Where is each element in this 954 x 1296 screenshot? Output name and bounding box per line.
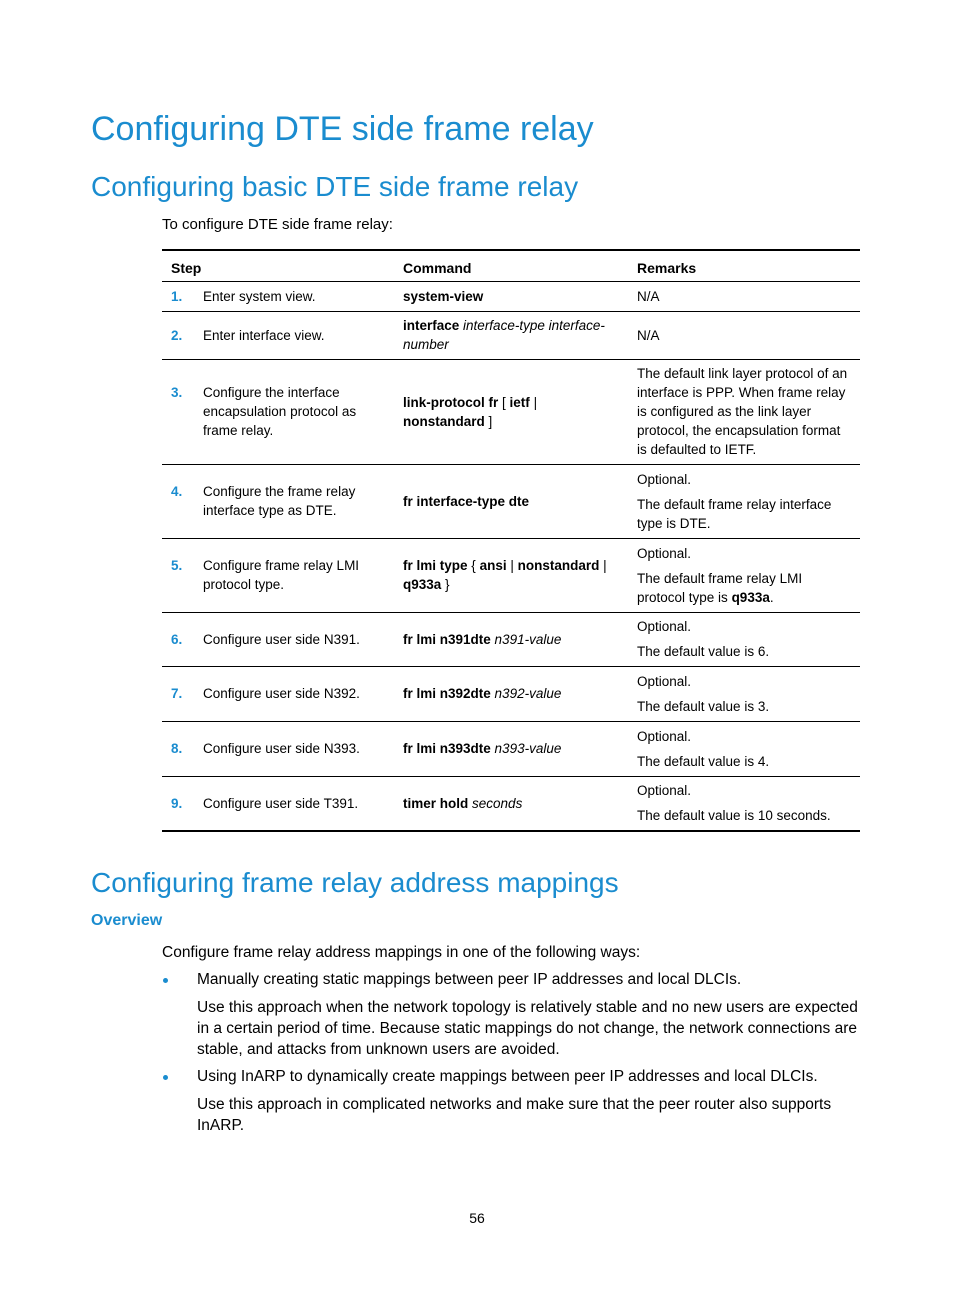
step-description: Configure user side N392.: [203, 686, 360, 701]
command-keyword: fr lmi n393dte: [403, 741, 491, 756]
bullet-icon: [163, 1075, 168, 1080]
mapping-methods-list: [162, 969, 867, 1136]
command-brace-close: }: [445, 577, 450, 592]
step-description: Configure user side N391.: [203, 631, 360, 647]
step-content: [171, 739, 388, 758]
table-row: [162, 666, 860, 721]
command-brace-open: {: [471, 558, 476, 573]
step-cell: [162, 721, 396, 776]
remark-paragraph: [637, 727, 851, 746]
section-heading-address-mappings: Configuring frame relay address mappings: [91, 867, 619, 898]
command-cell: [396, 311, 630, 359]
column-header-remarks: Remarks: [630, 250, 860, 281]
command-separator: |: [533, 394, 538, 410]
remark-text: The default value is 3.: [637, 698, 770, 714]
step-number: 5.: [171, 558, 183, 573]
remarks-cell: [630, 776, 860, 831]
remark-paragraph: [637, 642, 851, 661]
table-row: [162, 776, 860, 831]
chapter-title: Configuring DTE side frame relay: [91, 110, 594, 148]
command-keyword: q933a: [403, 577, 442, 592]
command-keyword: fr lmi n391dte: [403, 631, 491, 647]
step-number: 6.: [171, 631, 183, 647]
overview-intro: Configure frame relay address mappings in one of the following ways:: [162, 944, 641, 961]
remark-paragraph: [637, 364, 851, 459]
step-number: 8.: [171, 741, 183, 756]
overview-body: [162, 942, 867, 1136]
list-item-detail: Use this approach when the network topology is relatively stable and no new users are expected in a certain period of time. Because static mappings do not change, the network connections are stable, and attacks from unknown users are avoided.: [197, 999, 858, 1058]
list-item-text: Using InARP to dynamically create mappings between peer IP addresses and local DLCIs.: [197, 1068, 818, 1085]
command-keyword: link-protocol fr: [403, 394, 499, 410]
remark-text: The default value is 10 seconds.: [637, 808, 831, 824]
remark-paragraph: [637, 617, 851, 636]
command-cell: [396, 464, 630, 538]
remark-text: Optional.: [637, 673, 692, 689]
step-description: Configure user side T391.: [203, 795, 359, 811]
column-header-step: Step: [162, 250, 396, 281]
command-cell: [396, 612, 630, 666]
step-content: [171, 684, 388, 703]
step-content: [171, 287, 388, 306]
step-description: Configure frame relay LMI protocol type.: [203, 558, 360, 592]
command-cell: [396, 666, 630, 721]
remarks-cell: [630, 666, 860, 721]
command-cell: [396, 359, 630, 464]
step-content: [171, 630, 388, 649]
command-argument: n393-value: [494, 741, 562, 756]
step-cell: [162, 666, 396, 721]
remark-paragraph: [637, 495, 851, 533]
list-item: [162, 969, 867, 1060]
step-content: [171, 794, 388, 813]
step-description: Enter interface view.: [203, 327, 325, 343]
list-item: [162, 1066, 867, 1136]
remarks-cell: [630, 538, 860, 612]
command-separator: |: [510, 558, 514, 573]
step-number: 7.: [171, 686, 183, 701]
remarks-cell: [630, 311, 860, 359]
command-keyword: timer hold: [403, 795, 469, 811]
command-argument: n391-value: [494, 631, 562, 647]
table-row: [162, 281, 860, 311]
remark-text: The default frame relay LMI protocol type is: [637, 570, 803, 605]
list-item-detail: Use this approach in complicated networks and make sure that the peer router also supports InARP.: [197, 1096, 832, 1134]
table-row: [162, 612, 860, 666]
remark-paragraph: [637, 672, 851, 691]
step-description: Configure user side N393.: [203, 741, 360, 756]
remarks-cell: [630, 721, 860, 776]
configuration-table: [162, 249, 860, 832]
step-content: [171, 556, 388, 594]
command-keyword: system-view: [403, 288, 484, 304]
remark-text: The default value is 6.: [637, 644, 770, 659]
remark-text: Optional.: [637, 545, 692, 561]
remarks-cell: [630, 612, 860, 666]
table-row: [162, 359, 860, 464]
command-keyword: nonstandard: [403, 413, 485, 429]
command-bracket-close: ]: [488, 413, 493, 429]
remark-text: Optional.: [637, 471, 692, 487]
list-item-text: Manually creating static mappings between peer IP addresses and local DLCIs.: [197, 971, 742, 988]
command-keyword: fr interface-type dte: [403, 493, 530, 509]
command-bracket-open: [: [502, 394, 506, 410]
remark-keyword: q933a: [731, 589, 770, 605]
remark-paragraph: [637, 470, 851, 489]
remarks-cell: [630, 359, 860, 464]
command-keyword: fr lmi n392dte: [403, 686, 491, 701]
command-argument: seconds: [472, 795, 523, 811]
bullet-icon: [163, 978, 168, 983]
step-number: 9.: [171, 795, 183, 811]
table-row: [162, 464, 860, 538]
command-cell: [396, 776, 630, 831]
section-heading-basic-dte: Configuring basic DTE side frame relay: [91, 171, 579, 202]
command-cell: [396, 281, 630, 311]
command-argument: n392-value: [494, 686, 562, 701]
step-content: [171, 383, 388, 440]
remark-paragraph: [637, 752, 851, 771]
remark-text: The default value is 4.: [637, 753, 770, 769]
command-keyword: interface: [403, 318, 460, 333]
step-cell: [162, 776, 396, 831]
remark-paragraph: [637, 326, 851, 345]
remark-text: Optional.: [637, 619, 692, 634]
remark-text: .: [769, 589, 774, 605]
command-argument: interface-type interface-number: [403, 318, 605, 352]
remark-paragraph: [637, 781, 851, 800]
remark-paragraph: [637, 544, 851, 563]
remark-text: N/A: [637, 327, 660, 343]
step-description: Enter system view.: [203, 288, 316, 304]
command-separator: |: [603, 558, 607, 573]
step-number: 4.: [171, 484, 183, 499]
remark-text: The default frame relay interface type is DTE.: [637, 496, 832, 531]
remarks-cell: [630, 281, 860, 311]
remark-text: The default link layer protocol of an interface is PPP. When frame relay is configured as the link layer protocol, the encapsulation format is defaulted to IETF.: [637, 366, 848, 457]
command-keyword: fr lmi type: [403, 558, 468, 573]
step-description: Configure the frame relay interface type as DTE.: [203, 484, 356, 518]
step-cell: [162, 612, 396, 666]
step-cell: [162, 359, 396, 464]
table-header-row: [162, 250, 860, 281]
page-number: 56: [469, 1210, 485, 1226]
table-row: [162, 311, 860, 359]
remark-text: N/A: [637, 288, 660, 304]
remark-paragraph: [637, 697, 851, 716]
step-content: [171, 482, 388, 520]
command-cell: [396, 721, 630, 776]
remarks-cell: [630, 464, 860, 538]
step-cell: [162, 281, 396, 311]
command-keyword: ansi: [479, 558, 507, 573]
table-row: [162, 721, 860, 776]
remark-text: Optional.: [637, 728, 692, 744]
column-header-command: Command: [396, 250, 630, 281]
remark-text: Optional.: [637, 783, 692, 799]
remark-paragraph: [637, 569, 851, 607]
step-cell: [162, 538, 396, 612]
table-row: [162, 538, 860, 612]
section-intro: To configure DTE side frame relay:: [162, 216, 393, 233]
step-cell: [162, 311, 396, 359]
remark-paragraph: [637, 287, 851, 306]
remark-paragraph: [637, 806, 851, 825]
step-number: 2.: [171, 327, 183, 343]
step-content: [171, 326, 388, 345]
step-description: Configure the interface encapsulation protocol as frame relay.: [203, 385, 357, 438]
command-keyword: ietf: [509, 394, 530, 410]
step-number: 1.: [171, 288, 183, 304]
command-keyword: nonstandard: [517, 558, 600, 573]
subsection-heading-overview: Overview: [91, 912, 163, 929]
command-cell: [396, 538, 630, 612]
step-number: 3.: [171, 385, 183, 400]
step-cell: [162, 464, 396, 538]
